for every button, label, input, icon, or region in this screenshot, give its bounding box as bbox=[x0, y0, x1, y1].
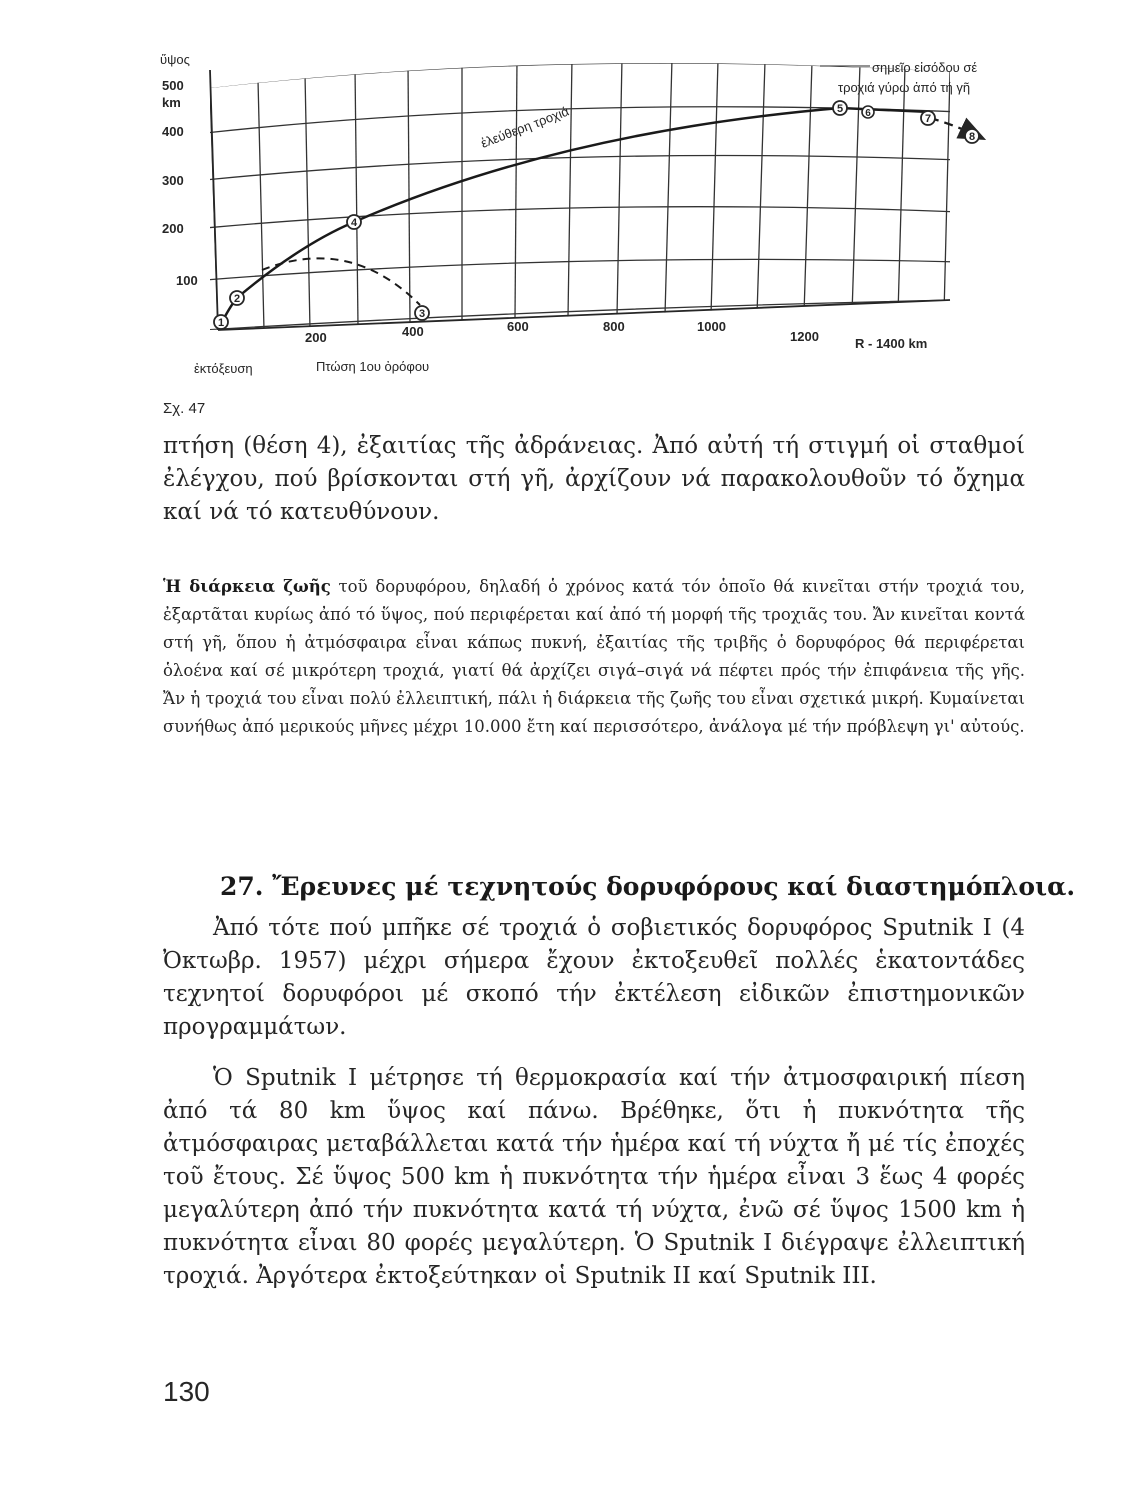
x-tick-1200: 1200 bbox=[790, 329, 819, 344]
marker-1 bbox=[214, 315, 228, 329]
marker-2 bbox=[230, 291, 244, 305]
svg-text:6: 6 bbox=[865, 108, 871, 119]
curve-label: ἐλεύθερη τροχιά bbox=[478, 103, 572, 151]
y-axis bbox=[210, 70, 218, 330]
x-tick-600: 600 bbox=[507, 319, 529, 334]
x-tick-400: 400 bbox=[402, 324, 424, 339]
marker-4 bbox=[347, 215, 361, 229]
launch-label: ἐκτόξευση bbox=[194, 361, 253, 376]
lifetime-paragraph bbox=[163, 573, 1025, 741]
lifetime-lead: Ἡ διάρκεια ζωῆς bbox=[163, 577, 331, 596]
body-paragraph-2-text: Ὁ Sputnik I μέτρησε τή θερμοκρασία καί τήν ἀτμοσφαιρική πίεση ἀπό τά 80 km ὕψος καί πάνω. Βρέθηκε, ὅτι ἡ πυκνότητα τῆς ἀτμόσφαιρας μεταβάλλεται κατά τήν ἡμέρα καί τή νύχτα ἤ μέ τίς ἐποχές τοῦ ἔτους. Σέ ὕψος 500 km ἡ πυκνότητα τήν ἡμέρα εἶναι 3 ἕως 4 φορές μεγαλύτερη ἀπό τήν πυκνότητα κατά τή νύχτα, ἐνῶ σέ ὕψος 1500 km ἡ πυκνότητα εἶναι 80 φορές μεγαλύτερη. Ὁ Sputnik I διέγραψε ἐλλειπτική τροχιά. Ἀργότερα ἐκτοξεύτηκαν οἱ Sputnik II καί Sputnik III. bbox=[163, 1065, 1025, 1289]
svg-text:5: 5 bbox=[836, 103, 844, 115]
orbit-entry-label-line2: τροχιά γύρω ἀπό τή γῆ bbox=[838, 80, 971, 95]
body-paragraph-1 bbox=[163, 912, 1025, 1044]
y-axis-title: ὕψος bbox=[160, 52, 190, 67]
body-paragraph-1-text: Ἀπό τότε πού μπῆκε σέ τροχιά ὁ σοβιετικός δορυφόρος Sputnik I (4 Ὀκτωβρ. 1957) μέχρι σήμερα ἔχουν ἐκτοξευθεῖ πολλές ἑκατοντάδες τεχνητοί δορυφόροι μέ σκοπό τήν ἐκτέλεση εἰδικῶν ἐπιστημονικῶν προγραμμάτων. bbox=[163, 915, 1025, 1040]
x-axis bbox=[218, 300, 950, 330]
page-number: 130 bbox=[163, 1376, 210, 1407]
free-trajectory-curve bbox=[222, 108, 930, 322]
marker-5 bbox=[833, 101, 847, 115]
x-axis-label: R - 1400 km bbox=[855, 336, 928, 351]
marker-7 bbox=[921, 111, 935, 125]
svg-text:8: 8 bbox=[968, 131, 976, 143]
chart-grid bbox=[205, 58, 960, 330]
y-tick-300: 300 bbox=[162, 173, 184, 188]
x-tick-800: 800 bbox=[603, 319, 625, 334]
y-unit: km bbox=[162, 95, 181, 110]
svg-text:4: 4 bbox=[350, 217, 358, 229]
marker-6 bbox=[862, 106, 874, 119]
x-tick-1000: 1000 bbox=[697, 319, 726, 334]
y-tick-200: 200 bbox=[162, 221, 184, 236]
svg-text:7: 7 bbox=[924, 113, 932, 125]
y-tick-400: 400 bbox=[162, 124, 184, 139]
section-heading: 27. Ἔρευνες μέ τεχνητούς δορυφόρους καί διαστημόπλοια. bbox=[220, 872, 1076, 901]
orbit-entry-label-line1: σημεῖο εἰσόδου σέ bbox=[872, 60, 978, 75]
trajectory-figure bbox=[0, 0, 1129, 400]
svg-text:2: 2 bbox=[233, 293, 241, 305]
marker-8 bbox=[965, 129, 979, 143]
lifetime-text: τοῦ δορυφόρου, δηλαδή ὁ χρόνος κατά τόν ὁποῖο θά κινεῖται στήν τροχιά του, ἐξαρτᾶται κυρίως ἀπό τό ὕψος, πού περιφέρεται καί ἀπό τή μορφή τῆς τροχιᾶς του. Ἄν κινεῖται κοντά στή γῆ, ὅπου ἡ ἀτμόσφαιρα εἶναι κάπως πυκνή, ἐξαιτίας τῆς τριβῆς ὁ δορυφόρος θά περιφέρεται ὁλοένα καί σέ μικρότερη τροχιά, γιατί θά ἀρχίζει σιγά–σιγά νά πέφτει πρός τήν ἐπιφάνεια τῆς γῆς. Ἄν ἡ τροχιά του εἶναι πολύ ἐλλειπτική, πάλι ἡ διάρκεια τῆς ζωῆς του εἶναι σχετικά μικρή. Κυμαίνεται συνήθως ἀπό μερικούς μῆνες μέχρι 10.000 ἔτη καί περισσότερο, ἀνάλογα μέ τήν πρόβλεψη γι' αὐτούς. bbox=[163, 577, 1025, 736]
body-paragraph-2 bbox=[163, 1062, 1025, 1293]
paragraph-continuation: πτήση (θέση 4), ἐξαιτίας τῆς ἀδράνειας. Ἀπό αὐτή τή στιγμή οἱ σταθμοί ἐλέγχου, πού βρίσκονται στή γῆ, ἀρχίζουν νά παρακολουθοῦν τό ὄχημα καί νά τό κατευθύνουν. bbox=[163, 433, 1025, 525]
stage-fall-label: Πτώση 1ου ὀρόφου bbox=[316, 359, 430, 374]
svg-text:3: 3 bbox=[418, 308, 426, 320]
stage-fall-dashed-curve bbox=[262, 258, 420, 305]
x-tick-200: 200 bbox=[305, 330, 327, 345]
figure-caption: Σχ. 47 bbox=[163, 400, 206, 417]
y-tick-500: 500 bbox=[162, 78, 184, 93]
y-tick-100: 100 bbox=[176, 273, 198, 288]
svg-text:1: 1 bbox=[217, 317, 225, 329]
marker-3 bbox=[415, 306, 429, 320]
